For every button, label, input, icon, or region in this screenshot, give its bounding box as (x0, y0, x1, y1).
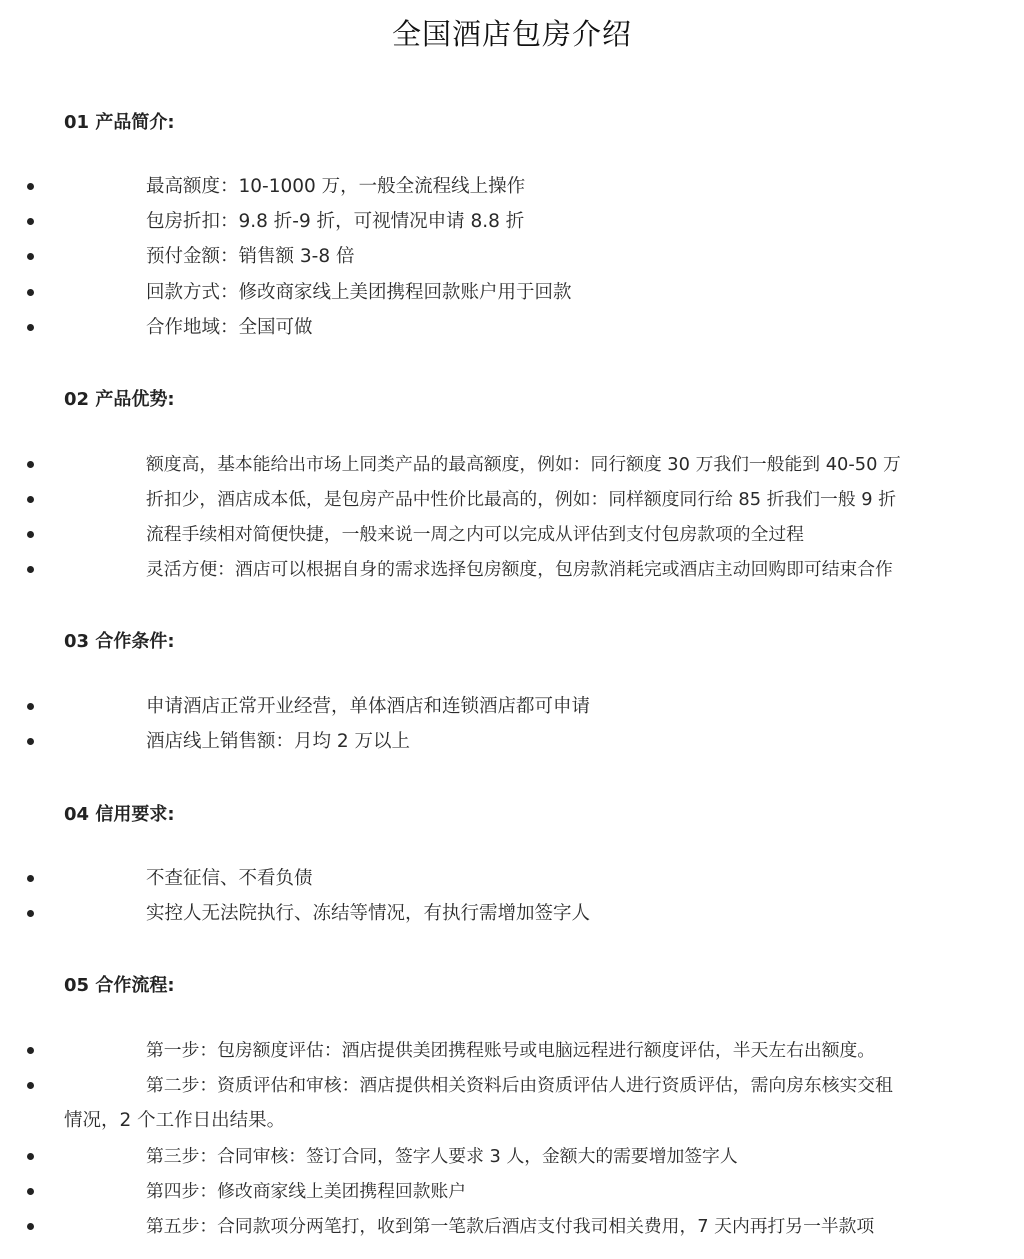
list-item-text: 额度高，基本能给出市场上同类产品的最高额度，例如：同行额度 30 万我们一般能到 40-50 万 (146, 454, 901, 475)
list-item (0, 207, 1024, 237)
bullet-icon (27, 461, 34, 468)
list-item-text: 不查征信、不看负债 (146, 868, 313, 889)
list-item (0, 242, 1024, 272)
list-item (0, 313, 1024, 343)
list-item (0, 485, 1024, 515)
bullet-icon (27, 875, 34, 882)
bullet-icon (27, 183, 34, 190)
list-item (0, 450, 1024, 480)
list-item-text: 第三步：合同审核：签订合同，签字人要求 3 人，金额大的需要增加签字人 (146, 1146, 738, 1167)
list-item (0, 278, 1024, 308)
bullet-icon (27, 1082, 34, 1089)
section-heading-advantages: 02 产品优势: (64, 389, 175, 410)
bullet-icon (27, 496, 34, 503)
list-item (0, 1177, 1024, 1207)
list-item (0, 1142, 1024, 1172)
list-item-text: 灵活方便：酒店可以根据自身的需求选择包房额度，包房款消耗完或酒店主动回购即可结束合作 (146, 559, 893, 580)
bullet-icon (27, 910, 34, 917)
list-item (0, 1212, 1024, 1242)
list-item (0, 899, 1024, 929)
bullet-icon (27, 289, 34, 296)
list-item (0, 1071, 1024, 1101)
list-item-text: 折扣少，酒店成本低，是包房产品中性价比最高的，例如：同样额度同行给 85 折我们一般 9 折 (146, 489, 897, 510)
list-item-text: 合作地域：全国可做 (146, 317, 313, 338)
list-item-text: 回款方式：修改商家线上美团携程回款账户用于回款 (146, 282, 572, 303)
list-item (0, 1036, 1024, 1066)
list-item-text: 第一步：包房额度评估：酒店提供美团携程账号或电脑远程进行额度评估，半天左右出额度。 (146, 1040, 876, 1061)
list-item (0, 727, 1024, 757)
bullet-icon (27, 703, 34, 710)
bullet-icon (27, 253, 34, 260)
list-item (0, 555, 1024, 585)
bullet-icon (27, 1223, 34, 1230)
bullet-icon (27, 738, 34, 745)
list-item-text: 第四步：修改商家线上美团携程回款账户 (146, 1181, 467, 1202)
bullet-icon (27, 1188, 34, 1195)
list-item-text: 包房折扣：9.8 折-9 折，可视情况申请 8.8 折 (146, 211, 525, 232)
list-item-text: 申请酒店正常开业经营，单体酒店和连锁酒店都可申请 (146, 696, 591, 717)
bullet-icon (27, 566, 34, 573)
section-heading-conditions: 03 合作条件: (64, 631, 175, 652)
list-item-text: 酒店线上销售额：月均 2 万以上 (146, 731, 411, 752)
section-heading-intro: 01 产品简介: (64, 112, 175, 133)
page-title: 全国酒店包房介绍 (391, 17, 632, 51)
bullet-icon (27, 218, 34, 225)
list-item (0, 864, 1024, 894)
bullet-icon (27, 1153, 34, 1160)
list-item-continuation: 情况，2 个工作日出结果。 (64, 1110, 286, 1131)
list-item-text: 流程手续相对简便快捷，一般来说一周之内可以完成从评估到支付包房款项的全过程 (146, 524, 804, 545)
list-item-text: 第二步：资质评估和审核：酒店提供相关资料后由资质评估人进行资质评估，需向房东核实交租 (146, 1075, 893, 1096)
list-item (0, 520, 1024, 550)
bullet-icon (27, 1047, 34, 1054)
section-heading-process: 05 合作流程: (64, 975, 175, 996)
list-item-text: 预付金额：销售额 3-8 倍 (146, 246, 355, 267)
list-item (0, 692, 1024, 722)
section-heading-credit: 04 信用要求: (64, 804, 175, 825)
list-item-text: 最高额度：10-1000 万，一般全流程线上操作 (146, 176, 526, 197)
bullet-icon (27, 531, 34, 538)
list-item (0, 172, 1024, 202)
bullet-icon (27, 324, 34, 331)
list-item-text: 第五步：合同款项分两笔打，收到第一笔款后酒店支付我司相关费用，7 天内再打另一半款项 (146, 1216, 875, 1237)
list-item-text: 实控人无法院执行、冻结等情况，有执行需增加签字人 (146, 903, 591, 924)
